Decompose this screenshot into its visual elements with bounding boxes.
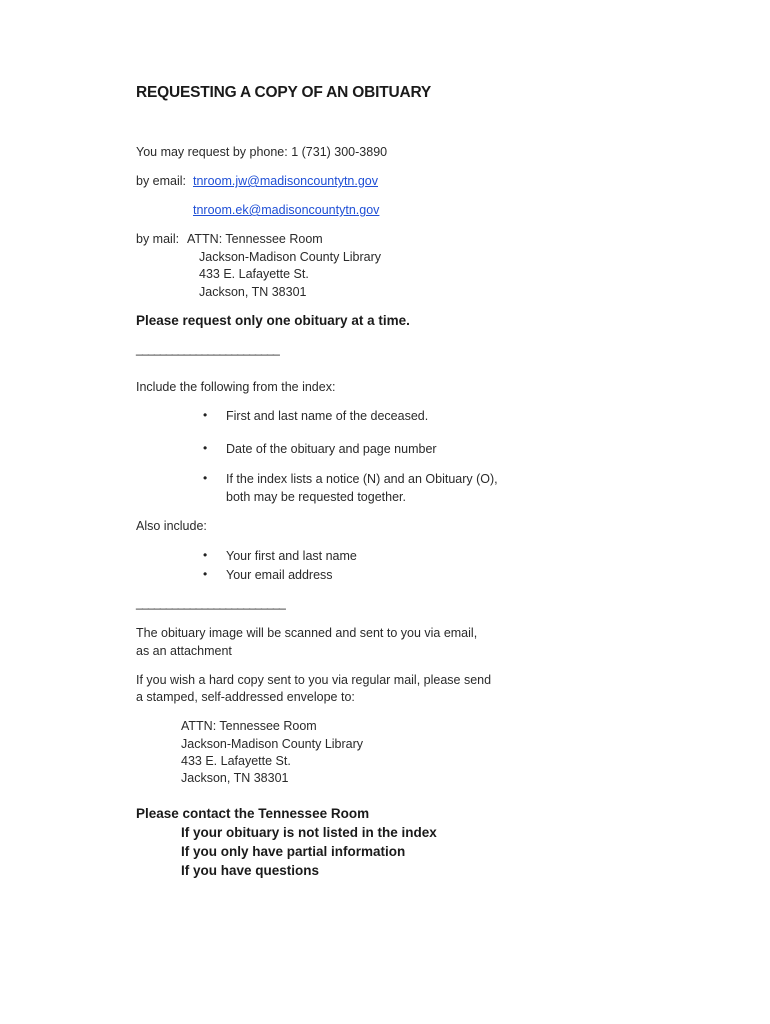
bullet-icon: • (203, 471, 208, 485)
contact-heading: Please contact the Tennessee Room (136, 806, 370, 821)
document-title: REQUESTING A COPY OF AN OBITUARY (136, 84, 432, 101)
email-label: by email: (136, 174, 187, 188)
include-heading: Include the following from the index: (136, 380, 336, 394)
include-item-notice-line-1: If the index lists a notice (N) and an Obituary (O), (226, 472, 498, 486)
scan-note-line-1: The obituary image will be scanned and sent to you via email, (136, 626, 478, 640)
also-include-item-name: Your first and last name (226, 549, 357, 563)
bullet-icon: • (203, 441, 208, 455)
divider-rule-1: ________________________ (136, 342, 279, 356)
return-address-line-4: Jackson, TN 38301 (181, 771, 289, 785)
also-include-item-email: Your email address (226, 568, 333, 582)
hard-copy-note-line-2: a stamped, self-addressed envelope to: (136, 690, 355, 704)
bullet-icon: • (203, 567, 208, 581)
contact-item-not-listed: If your obituary is not listed in the index (181, 825, 437, 840)
mail-label: by mail: (136, 232, 180, 246)
also-include-heading: Also include: (136, 519, 207, 533)
email-link-jw[interactable]: tnroom.jw@madisoncountytn.gov (193, 174, 378, 188)
mail-address-line-2: Jackson-Madison County Library (199, 250, 382, 264)
bullet-icon: • (203, 548, 208, 562)
phone-line: You may request by phone: 1 (731) 300-3890 (136, 145, 388, 159)
bullet-icon: • (203, 408, 208, 422)
return-address-line-1: ATTN: Tennessee Room (181, 719, 317, 733)
include-item-date: Date of the obituary and page number (226, 442, 437, 456)
return-address-line-3: 433 E. Lafayette St. (181, 754, 291, 768)
mail-address-line-3: 433 E. Lafayette St. (199, 267, 309, 281)
mail-address-line-1: ATTN: Tennessee Room (187, 232, 323, 246)
mail-address-line-4: Jackson, TN 38301 (199, 285, 307, 299)
contact-item-partial-info: If you only have partial information (181, 844, 406, 859)
hard-copy-note-line-1: If you wish a hard copy sent to you via regular mail, please send (136, 673, 492, 687)
contact-item-questions: If you have questions (181, 863, 320, 878)
one-at-a-time-notice: Please request only one obituary at a time. (136, 313, 410, 328)
email-link-ek[interactable]: tnroom.ek@madisoncountytn.gov (193, 203, 380, 217)
return-address-line-2: Jackson-Madison County Library (181, 737, 364, 751)
include-item-notice-line-2: both may be requested together. (226, 490, 406, 504)
divider-rule-2: _________________________ (136, 596, 285, 610)
include-item-name: First and last name of the deceased. (226, 409, 429, 423)
scan-note-line-2: as an attachment (136, 644, 232, 658)
